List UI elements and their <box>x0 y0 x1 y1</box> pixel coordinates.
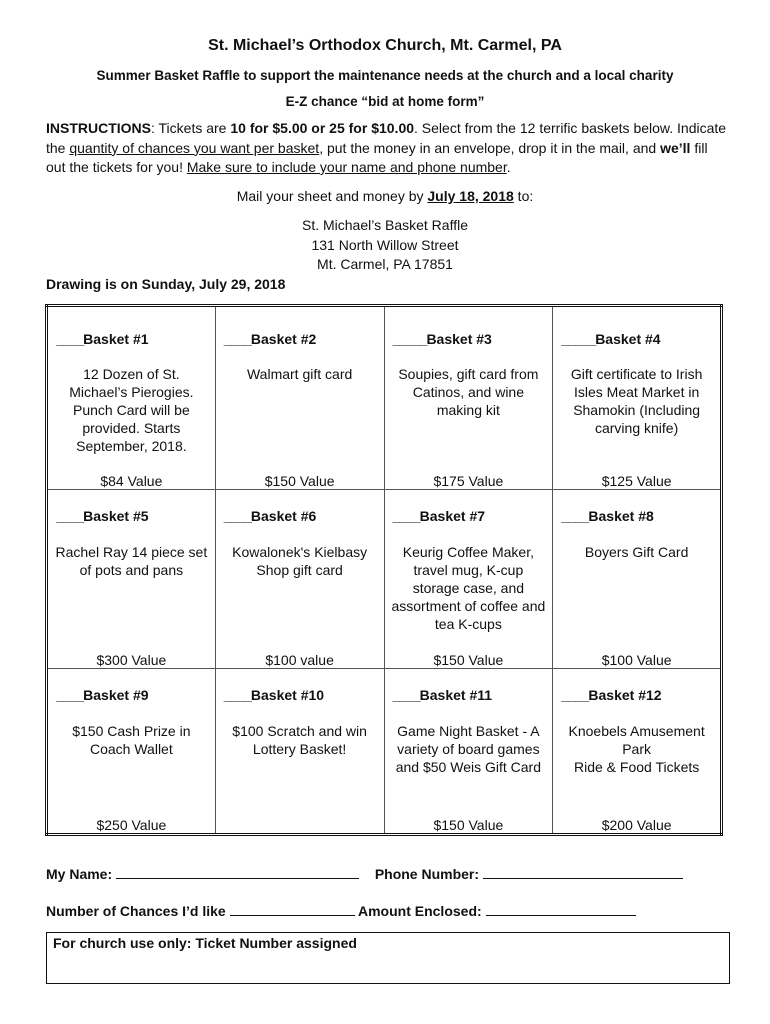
basket-description: $150 Cash Prize in Coach Wallet <box>72 723 191 757</box>
church-use-label: For church use only: Ticket Number assigned <box>53 935 357 951</box>
basket-label: Basket #9 <box>83 687 149 703</box>
basket-label: Basket #7 <box>419 508 486 524</box>
church-use-box <box>46 932 730 984</box>
instructions-text-4: fill out the tickets for you! <box>46 139 708 175</box>
quantity-blank[interactable]: ____ <box>223 508 251 524</box>
basket-description: 12 Dozen of St. Michael’s Pierogies. Punch Card will be provided. Starts September, 2018. <box>69 366 194 454</box>
raffle-subtitle: Summer Basket Raffle to support the maintenance needs at the church and a local charity <box>96 68 674 83</box>
quantity-blank[interactable]: ____ <box>392 687 420 703</box>
basket-cell <box>47 669 216 835</box>
basket-description: Keurig Coffee Maker, travel mug, K-cup storage case, and assortment of coffee and tea K-cups <box>391 544 546 632</box>
basket-description: Walmart gift card <box>246 366 353 382</box>
amount-field[interactable] <box>486 915 636 916</box>
chances-field[interactable] <box>230 915 355 916</box>
basket-label: Basket #5 <box>83 508 149 524</box>
basket-description: Boyers Gift Card <box>584 544 689 560</box>
drawing-date: Drawing is on Sunday, July 29, 2018 <box>46 276 286 292</box>
basket-cell <box>215 669 384 835</box>
address-line-2: 131 North Willow Street <box>311 237 459 253</box>
basket-value: $150 Value <box>433 817 504 833</box>
quantity-blank[interactable]: ____ <box>561 687 589 703</box>
instructions-text-1: : Tickets are <box>151 120 231 136</box>
name-field[interactable] <box>116 878 359 879</box>
instructions <box>46 119 728 178</box>
basket-label: Basket #1 <box>83 331 149 347</box>
basket-cell <box>553 306 722 490</box>
quantity-blank[interactable]: ____ <box>223 687 251 703</box>
quantity-blank[interactable]: ____ <box>56 687 84 703</box>
well-word: we’ll <box>660 139 691 156</box>
basket-description: Knoebels Amusement Park Ride & Food Tickets <box>568 723 705 775</box>
basket-cell <box>384 669 553 835</box>
instructions-label: INSTRUCTIONS <box>46 120 151 136</box>
amount-label: Amount Enclosed: <box>357 903 482 919</box>
basket-cell <box>384 490 553 669</box>
phone-field[interactable] <box>483 878 683 879</box>
basket-cell <box>384 306 553 490</box>
basket-value: $300 Value <box>96 652 167 668</box>
address-line-3: Mt. Carmel, PA 17851 <box>317 256 453 272</box>
basket-value: $125 Value <box>601 473 672 489</box>
basket-label: Basket #8 <box>588 508 654 524</box>
mail-text-1: Mail your sheet and money by <box>236 188 428 204</box>
basket-value: $250 Value <box>96 817 167 833</box>
ticket-price: 10 for $5.00 or 25 for $10.00 <box>230 120 415 136</box>
instructions-text-3: , put the money in an envelope, drop it in the mail, and <box>319 139 661 156</box>
basket-value: $150 Value <box>433 652 504 668</box>
basket-label: Basket #2 <box>250 331 317 347</box>
basket-description: $100 Scratch and win Lottery Basket! <box>232 723 367 757</box>
basket-label: Basket #6 <box>250 508 317 524</box>
basket-cell <box>215 490 384 669</box>
basket-value: $150 Value <box>264 473 335 489</box>
basket-grid <box>45 304 723 836</box>
basket-cell <box>215 306 384 490</box>
basket-cell <box>553 669 722 835</box>
quantity-phrase: quantity of chances you want per basket <box>69 139 320 156</box>
basket-label: Basket #10 <box>250 687 325 703</box>
basket-label: Basket #12 <box>588 687 662 703</box>
basket-value: $175 Value <box>433 473 504 489</box>
basket-description: Gift certificate to Irish Isles Meat Market in Shamokin (Including carving knife) <box>570 366 703 436</box>
page-title: St. Michael’s Orthodox Church, Mt. Carmel, PA <box>208 37 562 54</box>
form-name: E-Z chance “bid at home form” <box>285 94 485 109</box>
quantity-blank[interactable]: ____ <box>223 331 251 347</box>
reminder-text: Make sure to include your name and phone number <box>186 159 507 175</box>
mail-text-2: to: <box>513 188 534 204</box>
basket-label: Basket #4 <box>595 331 661 347</box>
address-line-1: St. Michael’s Basket Raffle <box>301 217 468 233</box>
quantity-blank[interactable]: ____ <box>392 508 420 524</box>
basket-cell <box>553 490 722 669</box>
basket-value: $84 Value <box>100 473 163 489</box>
basket-description: Game Night Basket - A variety of board games and $50 Weis Gift Card <box>395 723 541 775</box>
chances-amount-row <box>46 903 636 919</box>
basket-value: $200 Value <box>601 817 672 833</box>
quantity-blank[interactable]: ____ <box>56 508 84 524</box>
name-phone-row <box>46 866 683 882</box>
instructions-text-2: . Select from the 12 terrific baskets below. Indicate the <box>46 120 727 156</box>
basket-label: Basket #3 <box>426 331 492 347</box>
quantity-blank[interactable]: _____ <box>392 331 427 347</box>
basket-description: Soupies, gift card from Catinos, and wine making kit <box>398 366 539 418</box>
quantity-blank[interactable]: _____ <box>561 331 596 347</box>
basket-cell <box>47 490 216 669</box>
chances-label: Number of Chances I’d like <box>46 903 226 919</box>
basket-label: Basket #11 <box>419 687 493 703</box>
basket-cell <box>47 306 216 490</box>
phone-label: Phone Number: <box>374 866 480 882</box>
mail-deadline: July 18, 2018 <box>427 188 514 204</box>
mailing-instructions <box>0 188 770 204</box>
basket-description: Kowalonek's Kielbasy Shop gift card <box>232 544 368 578</box>
basket-description: Rachel Ray 14 piece set of pots and pans <box>55 544 208 578</box>
basket-value: $100 Value <box>601 652 672 668</box>
basket-value: $100 value <box>265 652 334 668</box>
name-label: My Name: <box>46 866 113 882</box>
instructions-text-5: . <box>506 159 511 175</box>
quantity-blank[interactable]: ____ <box>561 508 589 524</box>
quantity-blank[interactable]: ____ <box>56 331 84 347</box>
